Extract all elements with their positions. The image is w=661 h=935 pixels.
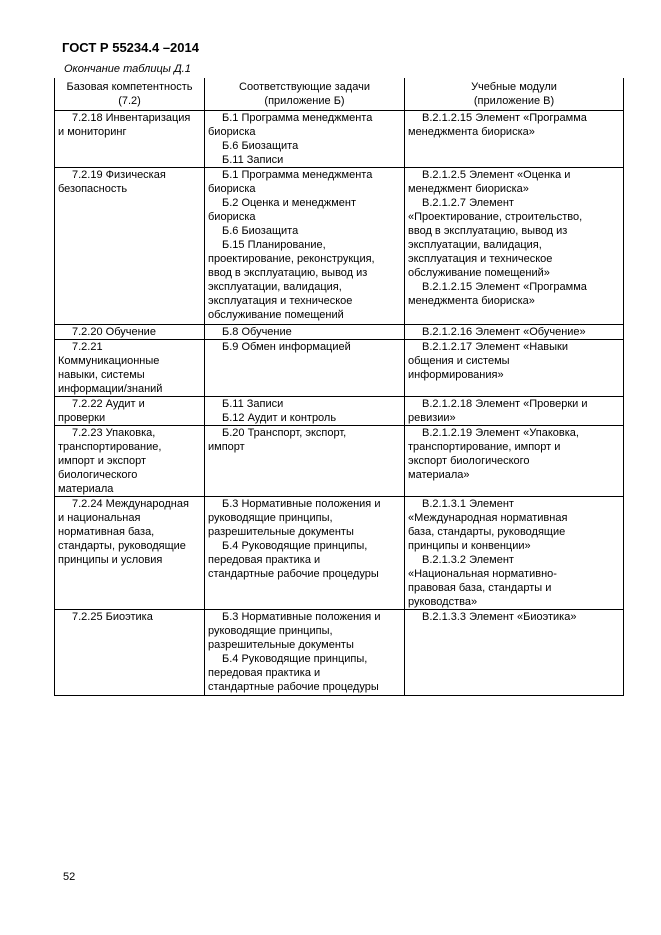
- cell-line: В.2.1.3.1 Элемент: [422, 498, 514, 510]
- cell-line: Б.4 Руководящие принципы,: [222, 540, 368, 552]
- cell-line: база, стандарты, руководящие: [408, 526, 566, 538]
- cell-line: нормативная база,: [58, 526, 155, 538]
- cell-line: биориска: [208, 183, 256, 195]
- cell-line: 7.2.25 Биоэтика: [72, 611, 153, 623]
- cell-modules: [405, 426, 624, 497]
- cell-line: 7.2.19 Физическая: [72, 169, 166, 181]
- cell-line: менеджмент биориска»: [408, 183, 529, 195]
- header-competence: [55, 78, 205, 111]
- cell-line: обслуживание помещений»: [408, 267, 550, 279]
- table-row: [55, 497, 624, 610]
- header-tasks: [205, 78, 405, 111]
- cell-line: ревизии»: [408, 412, 456, 424]
- cell-modules: [405, 397, 624, 426]
- cell-tasks: [205, 397, 405, 426]
- document-title: ГОСТ Р 55234.4 –2014: [62, 40, 199, 55]
- cell-competence: [55, 111, 205, 168]
- cell-line: Б.6 Биозащита: [222, 225, 299, 237]
- cell-modules: [405, 168, 624, 325]
- cell-line: стандартные рабочие процедуры: [208, 568, 379, 580]
- cell-line: Б.11 Записи: [222, 398, 284, 410]
- cell-line: и мониторинг: [58, 126, 127, 138]
- cell-line: безопасность: [58, 183, 128, 195]
- cell-line: В.2.1.2.7 Элемент: [422, 197, 514, 209]
- cell-line: «Национальная нормативно-: [408, 568, 557, 580]
- cell-line: 7.2.22 Аудит и: [72, 398, 145, 410]
- cell-line: биологического: [58, 469, 138, 481]
- table-header-row: [55, 78, 624, 111]
- cell-line: Б.20 Транспорт, экспорт,: [222, 427, 347, 439]
- cell-line: Б.11 Записи: [222, 154, 284, 166]
- cell-line: материала»: [408, 469, 470, 481]
- cell-modules: [405, 111, 624, 168]
- cell-tasks: [205, 340, 405, 397]
- cell-line: 7.2.18 Инвентаризация: [72, 112, 191, 124]
- cell-line: Б.3 Нормативные положения и: [222, 611, 381, 623]
- cell-line: Б.4 Руководящие принципы,: [222, 653, 368, 665]
- cell-line: В.2.1.3.2 Элемент: [422, 554, 514, 566]
- cell-line: 7.2.21: [72, 341, 103, 353]
- cell-line: Б.8 Обучение: [222, 326, 292, 338]
- cell-line: правовая база, стандарты и: [408, 582, 552, 594]
- header-text: Соответствующие задачи: [239, 81, 370, 93]
- cell-line: передовая практика и: [208, 667, 321, 679]
- cell-line: 7.2.20 Обучение: [72, 326, 156, 338]
- cell-line: 7.2.23 Упаковка,: [72, 427, 156, 439]
- cell-line: менеджмента биориска»: [408, 295, 535, 307]
- cell-line: навыки, системы: [58, 369, 145, 381]
- cell-line: Б.9 Обмен информацией: [222, 341, 351, 353]
- cell-competence: [55, 397, 205, 426]
- cell-line: 7.2.24 Международная: [72, 498, 189, 510]
- cell-competence: [55, 426, 205, 497]
- competence-table: [54, 78, 624, 696]
- cell-line: стандартные рабочие процедуры: [208, 681, 379, 693]
- cell-competence: [55, 340, 205, 397]
- table-row: [55, 610, 624, 696]
- cell-line: Б.1 Программа менеджмента: [222, 169, 373, 181]
- cell-line: транспортирование,: [58, 441, 162, 453]
- cell-line: материала: [58, 483, 114, 495]
- cell-line: Б.3 Нормативные положения и: [222, 498, 381, 510]
- cell-line: руководящие принципы,: [208, 512, 333, 524]
- cell-line: проверки: [58, 412, 106, 424]
- header-text: (приложение Б): [264, 95, 345, 107]
- cell-line: руководящие принципы,: [208, 625, 333, 637]
- cell-line: руководства»: [408, 596, 478, 608]
- cell-line: В.2.1.3.3 Элемент «Биоэтика»: [422, 611, 577, 623]
- cell-line: стандарты, руководящие: [58, 540, 186, 552]
- header-text: Учебные модули: [471, 81, 557, 93]
- cell-line: обслуживание помещений: [208, 309, 344, 321]
- header-text: (приложение В): [473, 95, 555, 107]
- cell-line: эксплуатация и техническое: [408, 253, 553, 265]
- cell-line: ввод в эксплуатацию, вывод из: [408, 225, 568, 237]
- table-row: [55, 397, 624, 426]
- table-body: [55, 111, 624, 696]
- cell-line: разрешительные документы: [208, 639, 354, 651]
- cell-line: разрешительные документы: [208, 526, 354, 538]
- cell-line: биориска: [208, 126, 256, 138]
- cell-line: принципы и условия: [58, 554, 163, 566]
- cell-line: эксплуатации, валидация,: [408, 239, 542, 251]
- cell-competence: [55, 497, 205, 610]
- cell-line: В.2.1.2.18 Элемент «Проверки и: [422, 398, 588, 410]
- cell-line: В.2.1.2.15 Элемент «Программа: [422, 281, 587, 293]
- cell-line: В.2.1.2.15 Элемент «Программа: [422, 112, 587, 124]
- cell-tasks: [205, 325, 405, 340]
- page-number: 52: [63, 871, 76, 883]
- cell-line: менеджмента биориска»: [408, 126, 535, 138]
- cell-line: Б.2 Оценка и менеджмент: [222, 197, 357, 209]
- cell-modules: [405, 340, 624, 397]
- cell-modules: [405, 497, 624, 610]
- cell-tasks: [205, 111, 405, 168]
- cell-line: Б.15 Планирование,: [222, 239, 326, 251]
- table-row: [55, 168, 624, 325]
- cell-line: принципы и конвенции»: [408, 540, 531, 552]
- cell-line: проектирование, реконструкция,: [208, 253, 375, 265]
- cell-line: передовая практика и: [208, 554, 321, 566]
- cell-line: информации/знаний: [58, 383, 163, 395]
- cell-tasks: [205, 426, 405, 497]
- cell-line: Коммуникационные: [58, 355, 160, 367]
- table-row: [55, 111, 624, 168]
- cell-line: биориска: [208, 211, 256, 223]
- cell-modules: [405, 610, 624, 696]
- cell-competence: [55, 325, 205, 340]
- table-row: [55, 325, 624, 340]
- cell-line: «Проектирование, строительство,: [408, 211, 583, 223]
- cell-line: транспортирование, импорт и: [408, 441, 561, 453]
- cell-modules: [405, 325, 624, 340]
- cell-line: В.2.1.2.16 Элемент «Обучение»: [422, 326, 586, 338]
- cell-line: эксплуатации, валидация,: [208, 281, 342, 293]
- cell-tasks: [205, 497, 405, 610]
- header-modules: [405, 78, 624, 111]
- cell-tasks: [205, 168, 405, 325]
- cell-competence: [55, 168, 205, 325]
- cell-line: «Международная нормативная: [408, 512, 568, 524]
- table-row: [55, 426, 624, 497]
- cell-line: и национальная: [58, 512, 141, 524]
- cell-line: Б.1 Программа менеджмента: [222, 112, 373, 124]
- cell-line: Б.12 Аудит и контроль: [222, 412, 337, 424]
- cell-line: В.2.1.2.19 Элемент «Упаковка,: [422, 427, 579, 439]
- cell-line: Б.6 Биозащита: [222, 140, 299, 152]
- cell-line: импорт и экспорт: [58, 455, 146, 467]
- cell-line: информирования»: [408, 369, 504, 381]
- cell-line: экспорт биологического: [408, 455, 530, 467]
- cell-line: эксплуатация и техническое: [208, 295, 353, 307]
- cell-tasks: [205, 610, 405, 696]
- cell-line: общения и системы: [408, 355, 510, 367]
- header-text: (7.2): [118, 95, 141, 107]
- cell-line: В.2.1.2.17 Элемент «Навыки: [422, 341, 569, 353]
- cell-competence: [55, 610, 205, 696]
- cell-line: ввод в эксплуатацию, вывод из: [208, 267, 368, 279]
- table-caption: Окончание таблицы Д.1: [64, 63, 191, 75]
- cell-line: импорт: [208, 441, 245, 453]
- header-text: Базовая компетентность: [66, 81, 193, 93]
- table-row: [55, 340, 624, 397]
- cell-line: В.2.1.2.5 Элемент «Оценка и: [422, 169, 571, 181]
